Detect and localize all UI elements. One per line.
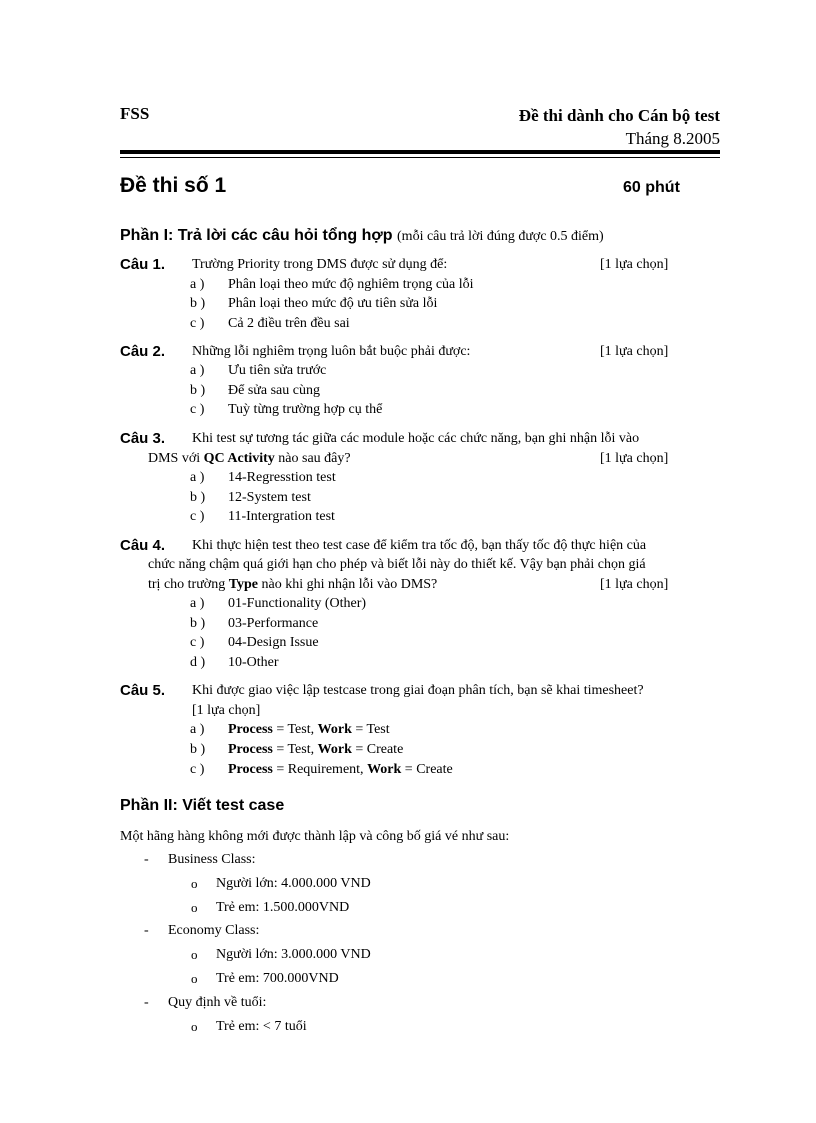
group-dash: - xyxy=(144,995,149,1010)
price-item: Trẻ em: < 7 tuổi xyxy=(216,1019,307,1034)
q2-option-text: Để sửa sau cùng xyxy=(228,383,320,398)
q5-text-line2: [1 lựa chọn] xyxy=(192,703,261,718)
q1-option-text: Phân loại theo mức độ nghiêm trọng của lỗi xyxy=(228,277,474,292)
q4-line3-post: nào khi ghi nhận lỗi vào DMS? xyxy=(261,577,438,592)
group-name: Quy định về tuổi: xyxy=(168,995,267,1010)
q4-option-text: 03-Performance xyxy=(228,616,319,631)
q5-option-letter: a ) xyxy=(190,722,205,737)
org-name: FSS xyxy=(120,104,150,123)
q4-option-text: 10-Other xyxy=(228,655,279,670)
q5-option-text xyxy=(228,762,453,778)
q2-option-letter: a ) xyxy=(190,363,205,378)
q5-label: Câu 5. xyxy=(120,682,166,699)
price-item: Người lớn: 4.000.000 VND xyxy=(216,876,371,891)
part1-note: (mỗi câu trả lời đúng được 0.5 điểm) xyxy=(397,229,604,244)
q1-option-letter: b ) xyxy=(190,296,206,311)
price-item: Trẻ em: 700.000VND xyxy=(216,971,339,986)
part2-intro: Một hãng hàng không mới được thành lập và công bố giá vé như sau: xyxy=(120,829,510,844)
bullet-icon: o xyxy=(191,971,198,986)
q2-option-text: Tuỳ từng trường hợp cụ thể xyxy=(228,402,383,417)
price-item: Trẻ em: 1.500.000VND xyxy=(216,900,350,915)
q4-line3-pre: trị cho trường xyxy=(148,577,226,592)
q4-choice-tag: [1 lựa chọn] xyxy=(600,577,669,592)
bullet-icon: o xyxy=(191,900,198,915)
q3-label: Câu 3. xyxy=(120,430,166,447)
q5-option-letter: b ) xyxy=(190,742,206,757)
q4-option-letter: a ) xyxy=(190,596,205,611)
q5-option-key: Work xyxy=(317,722,352,737)
q4-option-text: 04-Design Issue xyxy=(228,635,319,650)
q4-option-letter: b ) xyxy=(190,616,206,631)
q4-text-line3 xyxy=(148,577,437,593)
exam-title: Đề thi dành cho Cán bộ test xyxy=(518,106,720,125)
bullet-icon: o xyxy=(191,1019,198,1034)
group-name: Business Class: xyxy=(168,852,256,867)
q4-option-letter: c ) xyxy=(190,635,205,650)
q5-option-text xyxy=(228,742,403,758)
q3-option-letter: c ) xyxy=(190,509,205,524)
q5-option-key: Process xyxy=(228,722,273,737)
q4-label: Câu 4. xyxy=(120,537,166,554)
q2-text: Những lỗi nghiêm trọng luôn bắt buộc phải được: xyxy=(192,344,471,359)
q2-label: Câu 2. xyxy=(120,343,166,360)
q5-option-key: Process xyxy=(228,762,273,777)
q5-option-value: = Test, xyxy=(276,742,315,757)
price-item: Người lớn: 3.000.000 VND xyxy=(216,947,371,962)
q2-option-letter: c ) xyxy=(190,402,205,417)
q3-choice-tag: [1 lựa chọn] xyxy=(600,451,669,466)
q2-choice-tag: [1 lựa chọn] xyxy=(600,344,669,359)
q5-option-key: Work xyxy=(367,762,402,777)
group-dash: - xyxy=(144,923,149,938)
q4-option-text: 01-Functionality (Other) xyxy=(228,596,367,611)
q3-text-line1: Khi test sự tương tác giữa các module hoặc các chức năng, bạn ghi nhận lỗi vào xyxy=(192,431,640,446)
q4-option-letter: d ) xyxy=(190,655,206,670)
q5-option-value: = Create xyxy=(404,762,453,777)
q1-option-text: Phân loại theo mức độ ưu tiên sửa lỗi xyxy=(228,296,438,311)
q5-option-value: = Test, xyxy=(276,722,315,737)
header-rule-thin xyxy=(120,157,720,158)
q3-line2-post: nào sau đây? xyxy=(278,451,351,466)
bullet-icon: o xyxy=(191,876,198,891)
exam-date: Tháng 8.2005 xyxy=(625,129,720,148)
q5-option-key: Work xyxy=(317,742,352,757)
q3-option-letter: a ) xyxy=(190,470,205,485)
q5-option-value: = Create xyxy=(355,742,404,757)
exam-header xyxy=(519,104,720,150)
q1-option-letter: a ) xyxy=(190,277,205,292)
q2-option-letter: b ) xyxy=(190,383,206,398)
q1-choice-tag: [1 lựa chọn] xyxy=(600,257,669,272)
q3-option-text: 12-System test xyxy=(228,490,311,505)
q1-option-text: Cả 2 điều trên đều sai xyxy=(228,316,350,331)
q4-line3-bold: Type xyxy=(228,577,259,592)
page-title: Đề thi số 1 xyxy=(120,174,227,197)
q5-option-value: = Requirement, xyxy=(276,762,364,777)
header-rule-thick xyxy=(120,150,720,154)
q4-text-line2: chức năng chậm quá giới hạn cho phép và biết lỗi này do thiết kế. Vậy bạn phải chọn giá xyxy=(148,557,646,572)
q3-option-text: 14-Regresstion test xyxy=(228,470,336,485)
q5-option-text xyxy=(228,722,390,738)
q3-line2-bold: QC Activity xyxy=(203,451,275,466)
q3-option-text: 11-Intergration test xyxy=(228,509,335,524)
q5-text-line1: Khi được giao việc lập testcase trong giai đoạn phân tích, bạn sẽ khai timesheet? xyxy=(192,683,644,698)
q3-option-letter: b ) xyxy=(190,490,206,505)
part2-title: Phần II: Viết test case xyxy=(120,797,285,814)
q4-text-line1: Khi thực hiện test theo test case để kiểm tra tốc độ, bạn thấy tốc độ thực hiện của xyxy=(192,538,647,553)
exam-duration: 60 phút xyxy=(623,179,680,196)
q1-text: Trường Priority trong DMS được sử dụng để: xyxy=(192,257,448,272)
q5-option-letter: c ) xyxy=(190,762,205,777)
part1-title: Phần I: Trả lời các câu hỏi tổng hợp xyxy=(120,227,393,244)
bullet-icon: o xyxy=(191,947,198,962)
q2-option-text: Ưu tiên sửa trước xyxy=(228,363,327,378)
q3-text-line2 xyxy=(148,451,351,467)
q5-option-key: Process xyxy=(228,742,273,757)
q3-line2-pre: DMS với xyxy=(148,451,201,466)
q1-option-letter: c ) xyxy=(190,316,205,331)
q5-option-value: = Test xyxy=(355,722,390,737)
group-dash: - xyxy=(144,852,149,867)
q1-label: Câu 1. xyxy=(120,256,166,273)
group-name: Economy Class: xyxy=(168,923,260,938)
part1-heading xyxy=(120,227,604,245)
